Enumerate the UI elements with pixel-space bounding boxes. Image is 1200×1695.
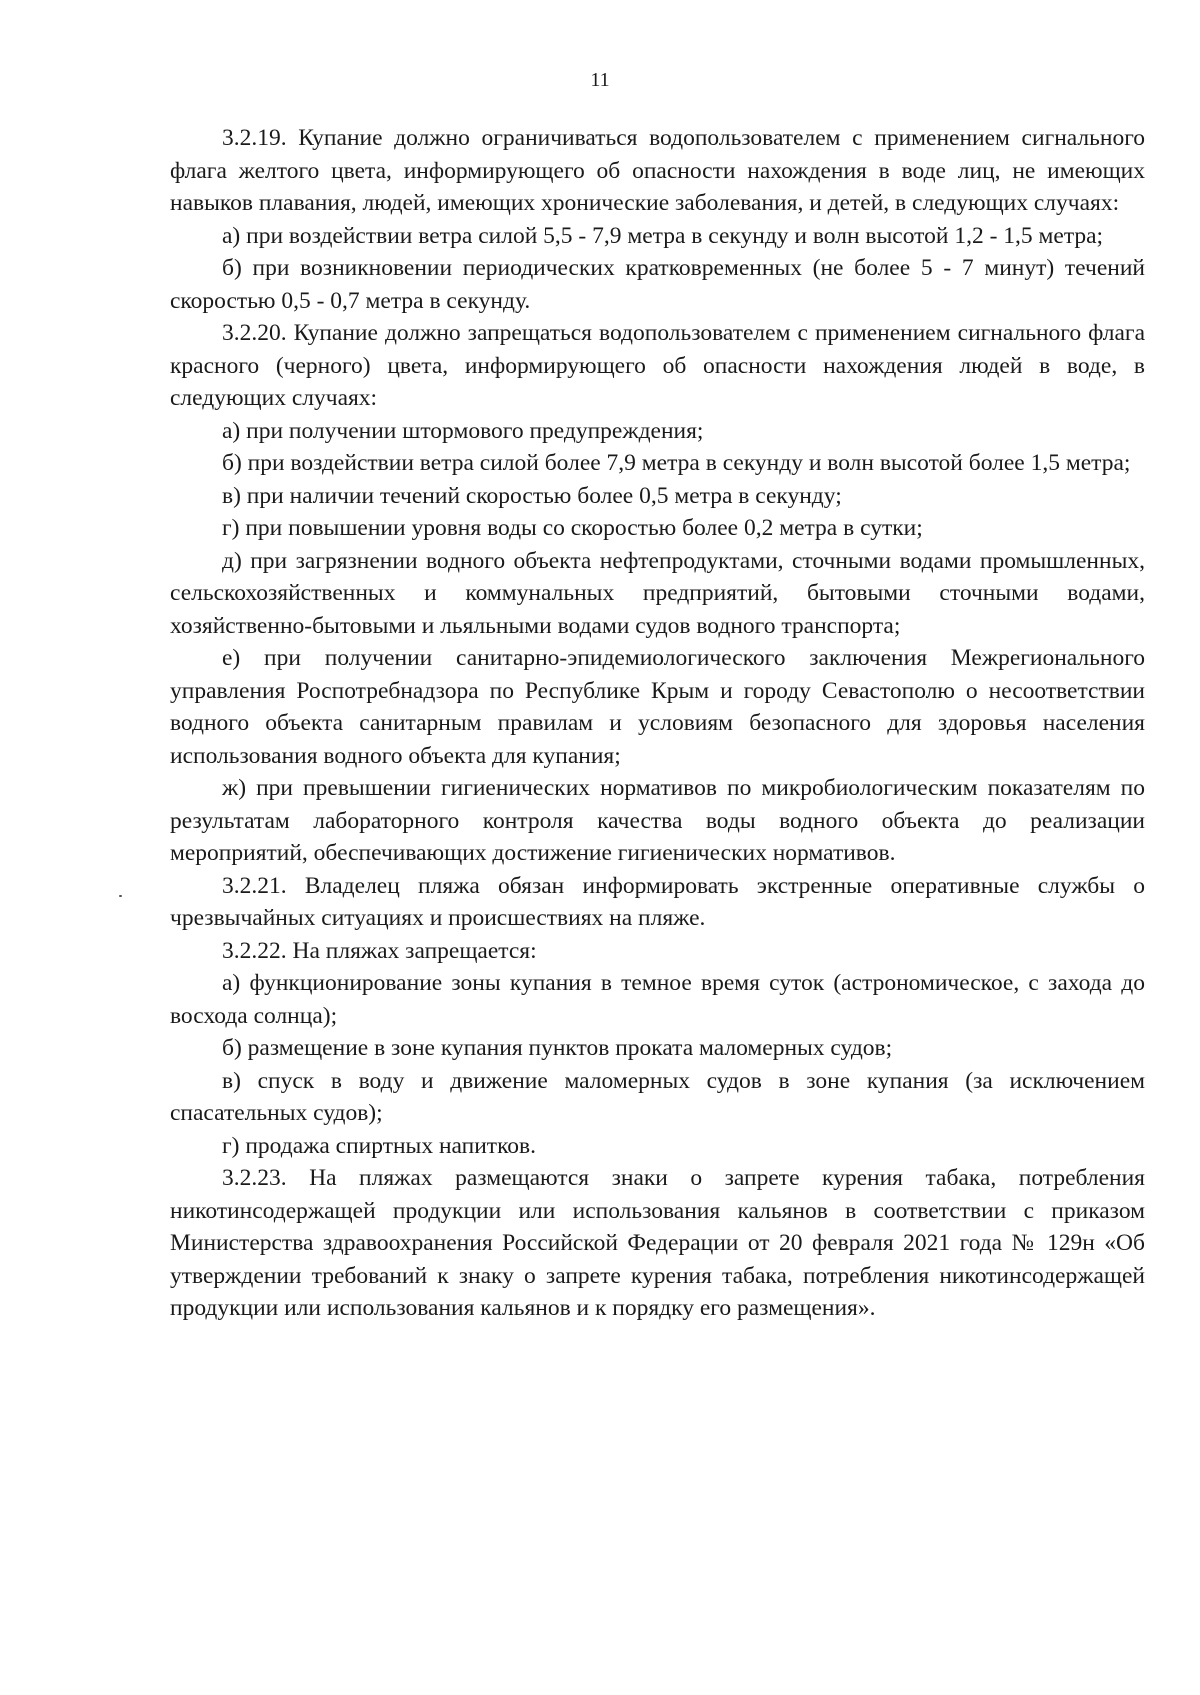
paragraph-3-2-22: 3.2.22. На пляжах запрещается:: [222, 937, 537, 964]
list-item-b: б) при возникновении периодических кратковременных (не более 5 - 7 минут) течений скоростью 0,5 - 0,7 метра в секунду.: [170, 255, 1145, 314]
list-item-a: а) при получении штормового предупреждения;: [222, 417, 704, 444]
paragraph-3-2-20: 3.2.20. Купание должно запрещаться водопользователем с применением сигнального флага красного (черного) цвета, информирующего об опасности нахождения людей в воде, в следующих случаях:: [170, 320, 1145, 411]
scan-speck: [119, 895, 122, 897]
list-item-g: г) при повышении уровня воды со скоростью более 0,2 метра в сутки;: [222, 515, 923, 541]
list-item-v: в) при наличии течений скоростью более 0,5 метра в секунду;: [222, 482, 842, 509]
page-number: 11: [590, 69, 610, 91]
paragraph-3-2-21: 3.2.21. Владелец пляжа обязан информировать экстренные оперативные службы о чрезвычайных ситуациях и происшествиях на пляже.: [170, 872, 1145, 931]
list-item-v: в) спуск в воду и движение маломерных судов в зоне купания (за исключением спасательных судов);: [170, 1067, 1145, 1126]
paragraph-3-2-23: 3.2.23. На пляжах размещаются знаки о запрете курения табака, потребления никотинсодержащей продукции или использования кальянов в соответствии с приказом Министерства здравоохранения Российской Федерации от 20 февраля 2021 года № 129н «Об утверждении требований к знаку о запрете курения табака, потребления никотинсодержащей продукции или использования кальянов и к порядку его размещения».: [170, 1165, 1145, 1321]
list-item-a: а) функционирование зоны купания в темное время суток (астрономическое, с захода до восхода солнца);: [170, 970, 1145, 1029]
list-item-e: е) при получении санитарно-эпидемиологического заключения Межрегионального управления Роспотребнадзора по Республике Крым и городу Севастополю о несоответствии водного объекта санитарным правилам и условиям безопасного для здоровья населения использования водного объекта для купания;: [170, 645, 1145, 769]
paragraph-3-2-19: 3.2.19. Купание должно ограничиваться водопользователем с применением сигнального флага желтого цвета, информирующего об опасности нахождения в воде лиц, не имеющих навыков плавания, людей, имеющих хронические заболевания, и детей, в следующих случаях:: [170, 125, 1145, 216]
list-item-b: б) при воздействии ветра силой более 7,9 метра в секунду и волн высотой более 1,5 метра;: [222, 450, 1131, 476]
document-body: [170, 122, 1145, 1325]
list-item-d: д) при загрязнении водного объекта нефтепродуктами, сточными водами промышленных, сельскохозяйственных и коммунальных предприятий, бытовыми сточными водами, хозяйственно-бытовыми и льяльными водами судов водного транспорта;: [170, 547, 1145, 639]
list-item-b: б) размещение в зоне купания пунктов проката маломерных судов;: [222, 1035, 893, 1061]
list-item-zh: ж) при превышении гигиенических нормативов по микробиологическим показателям по результатам лабораторного контроля качества воды водного объекта до реализации мероприятий, обеспечивающих достижение гигиенических нормативов.: [170, 775, 1145, 866]
list-item-g: г) продажа спиртных напитков.: [222, 1132, 537, 1159]
list-item-a: а) при воздействии ветра силой 5,5 - 7,9 метра в секунду и волн высотой 1,2 - 1,5 метра;: [222, 222, 1104, 249]
